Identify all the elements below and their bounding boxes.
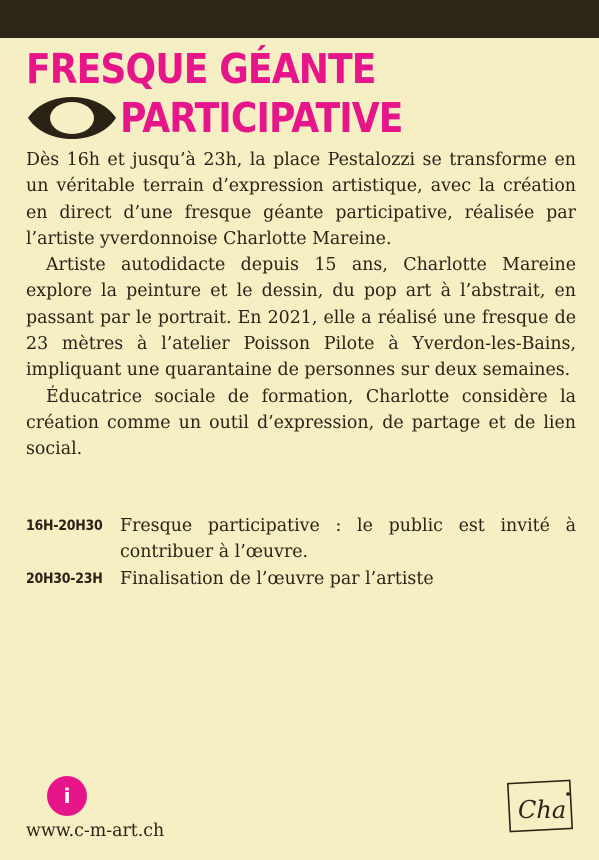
article-body [26, 147, 576, 463]
info-icon: i [47, 776, 87, 816]
schedule-row [26, 566, 576, 592]
page-title: FRESQUE GÉANTE [26, 45, 376, 93]
top-band [0, 0, 599, 38]
eye-icon [26, 96, 118, 140]
website-link[interactable]: www.c-m-art.ch [26, 821, 165, 841]
schedule-time: 20H30-23H [26, 570, 103, 587]
signature-logo [506, 776, 578, 834]
signature-logo-text: Cha [518, 796, 567, 824]
paragraph: Dès 16h et jusqu’à 23h, la place Pestalozzi se transforme en un véritable terrain d’expression artistique, avec la création en direct d’une fresque géante participative, réalisée par l’artiste yverdonnoise Charlotte Mareine. [26, 150, 576, 249]
page-title-continued: PARTICIPATIVE [120, 94, 403, 142]
schedule-description: Fresque participative : le public est invité à contribuer à l’œuvre. [120, 516, 576, 563]
schedule-time: 16H-20H30 [26, 518, 103, 534]
schedule-description: Finalisation de l’œuvre par l’artiste [120, 568, 434, 589]
paragraph: Artiste autodidacte depuis 15 ans, Charlotte Mareine explore la peinture et le dessin, du pop art à l’abstrait, en passant par le portrait. En 2021, elle a réalisé une fresque de 23 mètres à l’atelier Poisson Pilote à Yverdon-les-Bains, impliquant une quarantaine de personnes sur deux semaines. [26, 255, 576, 381]
schedule [26, 513, 576, 592]
paragraph: Éducatrice sociale de formation, Charlotte considère la création comme un outil d’expression, de partage et de lien social. [26, 386, 576, 460]
schedule-row [26, 513, 576, 566]
title-line-2 [26, 93, 441, 143]
